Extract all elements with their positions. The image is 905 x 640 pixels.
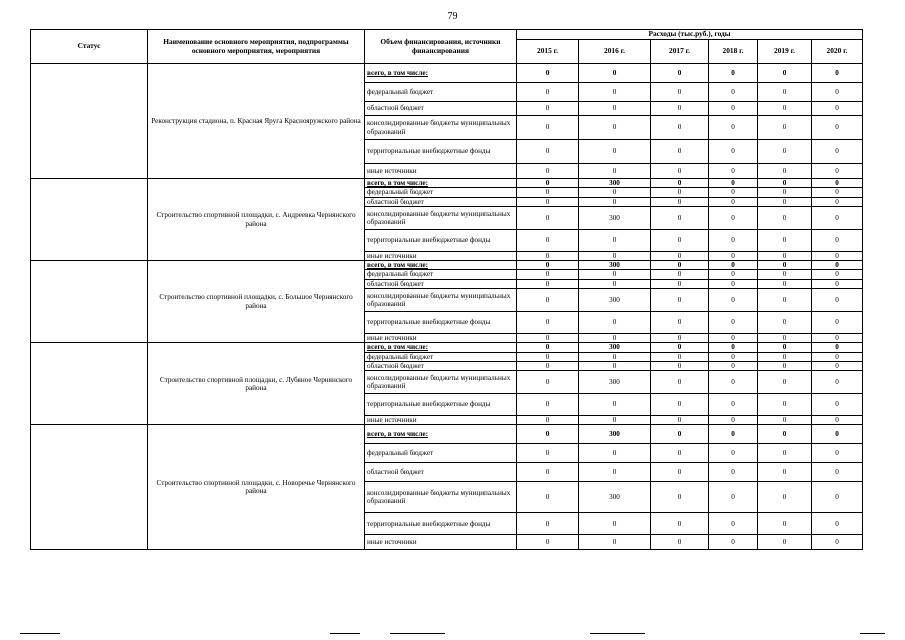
funding-source-cell — [365, 333, 517, 342]
amount-cell: 0 — [517, 229, 579, 251]
amount-cell: 0 — [579, 394, 651, 416]
header-source: Объем финансирования, источники финансирования — [365, 30, 517, 64]
amount-cell: 0 — [758, 352, 812, 361]
funding-source-cell — [365, 535, 517, 550]
amount-cell: 0 — [812, 425, 863, 444]
amount-cell: 0 — [651, 444, 709, 463]
amount-cell: 300 — [579, 288, 651, 311]
funding-source-label: территориальные внебюджетные фонды — [367, 147, 491, 156]
amount-cell: 0 — [651, 64, 709, 83]
header-year: 2017 г. — [651, 40, 709, 64]
funding-source-label: всего, в том числе: — [367, 179, 428, 187]
funding-source-label: всего, в том числе: — [367, 261, 428, 270]
funding-source-cell — [365, 513, 517, 535]
amount-cell: 0 — [517, 444, 579, 463]
funding-source-cell — [365, 261, 517, 270]
amount-cell: 0 — [812, 311, 863, 333]
amount-cell: 0 — [709, 416, 758, 425]
amount-cell: 0 — [709, 188, 758, 197]
funding-source-cell — [365, 343, 517, 352]
amount-cell: 300 — [579, 179, 651, 188]
amount-cell: 0 — [579, 463, 651, 482]
amount-cell: 0 — [517, 179, 579, 188]
amount-cell: 0 — [758, 371, 812, 394]
amount-cell: 0 — [579, 102, 651, 116]
amount-cell: 0 — [758, 102, 812, 116]
funding-source-cell — [365, 102, 517, 116]
amount-cell: 0 — [812, 416, 863, 425]
funding-source-label: областной бюджет — [367, 197, 424, 206]
amount-cell: 0 — [517, 371, 579, 394]
amount-cell: 0 — [579, 64, 651, 83]
funding-source-label: иные источники — [367, 166, 417, 175]
amount-cell: 0 — [758, 343, 812, 352]
amount-cell: 0 — [579, 361, 651, 370]
amount-cell: 0 — [709, 463, 758, 482]
amount-cell: 0 — [517, 251, 579, 260]
amount-cell: 0 — [517, 513, 579, 535]
header-year: 2019 г. — [758, 40, 812, 64]
amount-cell: 0 — [651, 482, 709, 513]
amount-cell: 0 — [709, 229, 758, 251]
amount-cell: 0 — [758, 197, 812, 206]
funding-source-label: федеральный бюджет — [367, 449, 434, 458]
status-cell — [31, 64, 148, 179]
page-number: 79 — [447, 11, 458, 22]
amount-cell: 0 — [812, 179, 863, 188]
amount-cell: 0 — [517, 140, 579, 164]
amount-cell: 0 — [651, 425, 709, 444]
table-row — [31, 425, 863, 444]
amount-cell: 0 — [651, 352, 709, 361]
funding-source-cell — [365, 288, 517, 311]
amount-cell: 0 — [517, 206, 579, 229]
amount-cell: 0 — [651, 188, 709, 197]
amount-cell: 0 — [709, 279, 758, 288]
amount-cell: 0 — [517, 270, 579, 279]
amount-cell: 0 — [709, 140, 758, 164]
amount-cell: 0 — [651, 394, 709, 416]
amount-cell: 0 — [579, 188, 651, 197]
amount-cell: 0 — [758, 206, 812, 229]
amount-cell: 300 — [579, 343, 651, 352]
amount-cell: 0 — [709, 164, 758, 179]
amount-cell: 0 — [758, 188, 812, 197]
funding-source-cell — [365, 361, 517, 370]
amount-cell: 0 — [651, 206, 709, 229]
amount-cell: 0 — [812, 361, 863, 370]
amount-cell: 0 — [758, 416, 812, 425]
amount-cell: 0 — [758, 83, 812, 102]
header-expenses: Расходы (тыс.руб.), годы — [517, 30, 863, 40]
funding-source-label: иные источники — [367, 251, 417, 260]
amount-cell: 0 — [812, 279, 863, 288]
amount-cell: 0 — [812, 261, 863, 270]
amount-cell: 0 — [517, 83, 579, 102]
activity-name-cell: Строительство спортивной площадки, с. Лубяное Чернянского района — [148, 343, 365, 425]
amount-cell: 0 — [709, 270, 758, 279]
amount-cell: 0 — [812, 371, 863, 394]
funding-source-cell — [365, 188, 517, 197]
amount-cell: 300 — [579, 371, 651, 394]
funding-source-cell — [365, 83, 517, 102]
activity-name-cell: Строительство спортивной площадки, с. Новоречье Чернянского района — [148, 425, 365, 550]
funding-source-label: федеральный бюджет — [367, 352, 434, 361]
amount-cell: 0 — [579, 311, 651, 333]
funding-source-label: федеральный бюджет — [367, 270, 434, 279]
amount-cell: 0 — [709, 343, 758, 352]
amount-cell: 0 — [709, 102, 758, 116]
funding-source-label: федеральный бюджет — [367, 188, 434, 197]
table-row — [31, 64, 863, 83]
amount-cell: 0 — [812, 188, 863, 197]
header-year: 2020 г. — [812, 40, 863, 64]
amount-cell: 0 — [758, 251, 812, 260]
amount-cell: 0 — [709, 288, 758, 311]
amount-cell: 0 — [517, 102, 579, 116]
amount-cell: 0 — [517, 288, 579, 311]
amount-cell: 0 — [517, 116, 579, 140]
amount-cell: 0 — [758, 444, 812, 463]
amount-cell: 0 — [651, 463, 709, 482]
amount-cell: 0 — [709, 116, 758, 140]
funding-source-label: консолидированные бюджеты муниципальных образований — [367, 291, 511, 308]
funding-source-label: всего, в том числе: — [367, 68, 428, 77]
amount-cell: 0 — [758, 425, 812, 444]
activity-name-cell: Строительство спортивной площадки, с. Большое Чернянского района — [148, 261, 365, 343]
funding-source-label: всего, в том числе: — [367, 343, 428, 352]
amount-cell: 0 — [517, 311, 579, 333]
amount-cell: 0 — [812, 444, 863, 463]
amount-cell: 0 — [579, 140, 651, 164]
table-row — [31, 179, 863, 188]
amount-cell: 0 — [812, 206, 863, 229]
funding-source-cell — [365, 463, 517, 482]
amount-cell: 0 — [758, 279, 812, 288]
amount-cell: 0 — [709, 444, 758, 463]
amount-cell: 0 — [651, 251, 709, 260]
amount-cell: 0 — [517, 333, 579, 342]
amount-cell: 0 — [812, 535, 863, 550]
amount-cell: 0 — [758, 179, 812, 188]
scan-edge-marks — [0, 630, 905, 636]
table-row — [31, 261, 863, 270]
amount-cell: 0 — [709, 394, 758, 416]
amount-cell: 0 — [517, 279, 579, 288]
amount-cell: 0 — [758, 361, 812, 370]
amount-cell: 0 — [709, 371, 758, 394]
amount-cell: 0 — [579, 83, 651, 102]
funding-source-cell — [365, 197, 517, 206]
table-body — [31, 64, 863, 550]
header-year: 2018 г. — [709, 40, 758, 64]
funding-source-cell — [365, 416, 517, 425]
amount-cell: 0 — [758, 463, 812, 482]
header-name: Наименование основного мероприятия, подпрограммы основного мероприятия, мероприятия — [148, 30, 365, 64]
funding-source-cell — [365, 394, 517, 416]
amount-cell: 0 — [579, 251, 651, 260]
amount-cell: 0 — [812, 251, 863, 260]
amount-cell: 0 — [812, 116, 863, 140]
amount-cell: 0 — [758, 394, 812, 416]
amount-cell: 0 — [709, 482, 758, 513]
amount-cell: 0 — [517, 352, 579, 361]
amount-cell: 0 — [651, 333, 709, 342]
amount-cell: 0 — [709, 311, 758, 333]
amount-cell: 0 — [758, 164, 812, 179]
amount-cell: 0 — [812, 352, 863, 361]
amount-cell: 0 — [709, 83, 758, 102]
amount-cell: 0 — [651, 140, 709, 164]
amount-cell: 0 — [812, 197, 863, 206]
amount-cell: 0 — [709, 206, 758, 229]
amount-cell: 0 — [812, 164, 863, 179]
funding-source-label: консолидированные бюджеты муниципальных образований — [367, 489, 511, 506]
status-cell — [31, 425, 148, 550]
amount-cell: 300 — [579, 425, 651, 444]
amount-cell: 0 — [812, 140, 863, 164]
funding-source-cell — [365, 352, 517, 361]
amount-cell: 0 — [517, 197, 579, 206]
amount-cell: 0 — [579, 333, 651, 342]
amount-cell: 0 — [651, 279, 709, 288]
amount-cell: 0 — [812, 343, 863, 352]
amount-cell: 0 — [517, 164, 579, 179]
status-cell — [31, 179, 148, 261]
amount-cell: 0 — [579, 444, 651, 463]
financing-table — [30, 29, 863, 550]
funding-source-cell — [365, 179, 517, 188]
amount-cell: 0 — [517, 482, 579, 513]
amount-cell: 300 — [579, 261, 651, 270]
amount-cell: 0 — [709, 64, 758, 83]
amount-cell: 0 — [651, 416, 709, 425]
funding-source-cell — [365, 229, 517, 251]
amount-cell: 0 — [651, 197, 709, 206]
amount-cell: 0 — [579, 352, 651, 361]
funding-source-cell — [365, 116, 517, 140]
funding-source-cell — [365, 140, 517, 164]
table-row — [31, 343, 863, 352]
amount-cell: 0 — [709, 251, 758, 260]
amount-cell: 0 — [517, 64, 579, 83]
funding-source-label: территориальные внебюджетные фонды — [367, 236, 491, 245]
amount-cell: 0 — [709, 513, 758, 535]
amount-cell: 0 — [758, 116, 812, 140]
funding-source-cell — [365, 482, 517, 513]
amount-cell: 0 — [579, 279, 651, 288]
amount-cell: 0 — [651, 343, 709, 352]
amount-cell: 0 — [812, 513, 863, 535]
amount-cell: 0 — [709, 425, 758, 444]
amount-cell: 0 — [812, 270, 863, 279]
amount-cell: 0 — [651, 288, 709, 311]
amount-cell: 0 — [651, 513, 709, 535]
amount-cell: 0 — [812, 463, 863, 482]
header-year: 2016 г. — [579, 40, 651, 64]
funding-source-label: территориальные внебюджетные фонды — [367, 318, 491, 327]
header-status: Статус — [31, 30, 148, 64]
amount-cell: 0 — [758, 482, 812, 513]
amount-cell: 0 — [709, 179, 758, 188]
amount-cell: 0 — [651, 229, 709, 251]
amount-cell: 0 — [709, 352, 758, 361]
amount-cell: 0 — [651, 261, 709, 270]
amount-cell: 0 — [651, 270, 709, 279]
amount-cell: 0 — [517, 463, 579, 482]
amount-cell: 0 — [709, 333, 758, 342]
funding-source-label: областной бюджет — [367, 104, 424, 113]
funding-source-label: территориальные внебюджетные фонды — [367, 519, 491, 528]
funding-source-label: консолидированные бюджеты муниципальных образований — [367, 373, 511, 391]
funding-source-cell — [365, 64, 517, 83]
amount-cell: 0 — [812, 482, 863, 513]
amount-cell: 0 — [709, 535, 758, 550]
amount-cell: 0 — [651, 102, 709, 116]
funding-source-cell — [365, 251, 517, 260]
funding-source-cell — [365, 270, 517, 279]
amount-cell: 0 — [812, 102, 863, 116]
amount-cell: 0 — [517, 188, 579, 197]
amount-cell: 0 — [812, 83, 863, 102]
funding-source-label: иные источники — [367, 333, 417, 342]
amount-cell: 0 — [517, 535, 579, 550]
amount-cell: 0 — [651, 371, 709, 394]
amount-cell: 0 — [517, 261, 579, 270]
amount-cell: 0 — [579, 164, 651, 179]
amount-cell: 0 — [758, 311, 812, 333]
amount-cell: 0 — [812, 333, 863, 342]
amount-cell: 0 — [651, 116, 709, 140]
funding-source-label: федеральный бюджет — [367, 87, 434, 96]
funding-source-label: областной бюджет — [367, 468, 424, 477]
amount-cell: 0 — [758, 261, 812, 270]
amount-cell: 0 — [651, 361, 709, 370]
amount-cell: 0 — [758, 535, 812, 550]
status-cell — [31, 343, 148, 425]
amount-cell: 0 — [709, 261, 758, 270]
amount-cell: 0 — [709, 197, 758, 206]
amount-cell: 0 — [812, 64, 863, 83]
amount-cell: 0 — [812, 288, 863, 311]
amount-cell: 0 — [517, 425, 579, 444]
funding-source-cell — [365, 164, 517, 179]
amount-cell: 0 — [758, 64, 812, 83]
amount-cell: 0 — [651, 311, 709, 333]
funding-source-label: областной бюджет — [367, 361, 424, 370]
amount-cell: 0 — [517, 394, 579, 416]
amount-cell: 0 — [812, 394, 863, 416]
amount-cell: 0 — [709, 361, 758, 370]
amount-cell: 0 — [758, 229, 812, 251]
activity-name-cell: Реконструкция стадиона, п. Красная Яруга Краснояружского района — [148, 64, 365, 179]
amount-cell: 0 — [651, 83, 709, 102]
funding-source-label: территориальные внебюджетные фонды — [367, 400, 491, 409]
funding-source-cell — [365, 311, 517, 333]
status-cell — [31, 261, 148, 343]
amount-cell: 0 — [579, 116, 651, 140]
amount-cell: 0 — [758, 270, 812, 279]
funding-source-cell — [365, 206, 517, 229]
amount-cell: 0 — [758, 288, 812, 311]
funding-source-label: консолидированные бюджеты муниципальных образований — [367, 209, 511, 226]
funding-source-cell — [365, 444, 517, 463]
funding-source-label: иные источники — [367, 538, 417, 547]
funding-source-label: областной бюджет — [367, 279, 424, 288]
amount-cell: 300 — [579, 482, 651, 513]
amount-cell: 300 — [579, 206, 651, 229]
amount-cell: 0 — [758, 140, 812, 164]
amount-cell: 0 — [579, 513, 651, 535]
amount-cell: 0 — [651, 535, 709, 550]
amount-cell: 0 — [758, 513, 812, 535]
amount-cell: 0 — [579, 535, 651, 550]
amount-cell: 0 — [812, 229, 863, 251]
amount-cell: 0 — [517, 416, 579, 425]
funding-source-label: консолидированные бюджеты муниципальных образований — [367, 119, 511, 136]
amount-cell: 0 — [579, 270, 651, 279]
amount-cell: 0 — [517, 361, 579, 370]
header-year: 2015 г. — [517, 40, 579, 64]
amount-cell: 0 — [517, 343, 579, 352]
amount-cell: 0 — [579, 197, 651, 206]
funding-source-label: всего, в том числе: — [367, 430, 428, 439]
funding-source-label: иные источники — [367, 416, 417, 425]
amount-cell: 0 — [651, 179, 709, 188]
funding-source-cell — [365, 371, 517, 394]
amount-cell: 0 — [579, 229, 651, 251]
amount-cell: 0 — [579, 416, 651, 425]
funding-source-cell — [365, 279, 517, 288]
activity-name-cell: Строительство спортивной площадки, с. Андреевка Чернянского района — [148, 179, 365, 261]
amount-cell: 0 — [758, 333, 812, 342]
funding-source-cell — [365, 425, 517, 444]
amount-cell: 0 — [651, 164, 709, 179]
